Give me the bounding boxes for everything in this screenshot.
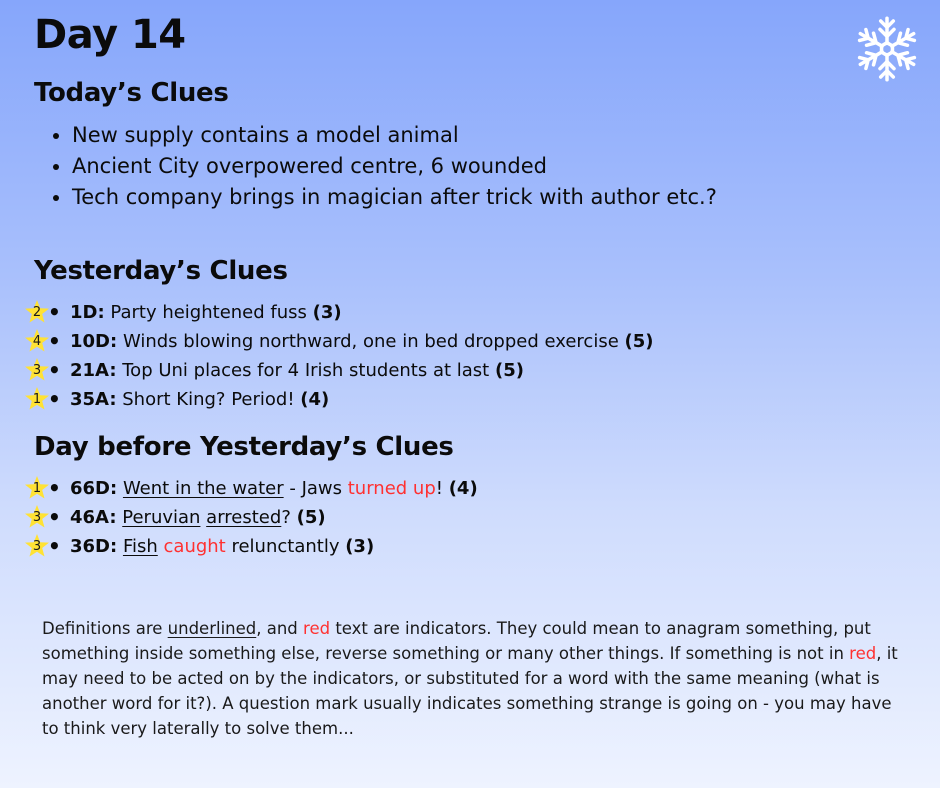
clue-definition: arrested bbox=[206, 507, 282, 528]
clue-length: (3) bbox=[345, 536, 375, 557]
clue-text: - Jaws bbox=[283, 478, 348, 499]
clue-item: 1 • 66D: Went in the water - Jaws turned up! (4) bbox=[48, 474, 478, 503]
red-example: red bbox=[303, 619, 331, 638]
clue-definition: Peruvian bbox=[122, 507, 201, 528]
yesterday-clue-list bbox=[32, 298, 654, 414]
clue-item: 3 • 21A: Top Uni places for 4 Irish students at last (5) bbox=[48, 356, 654, 385]
underlined-example: underlined bbox=[167, 619, 257, 638]
difficulty-star-icon bbox=[24, 328, 50, 354]
day-before-clue-list bbox=[32, 474, 478, 561]
clue-definition: Went in the water bbox=[122, 478, 284, 499]
clue-item: 2 • 1D: Party heightened fuss (3) bbox=[48, 298, 654, 327]
difficulty-star-icon bbox=[24, 475, 50, 501]
clue-id: 35A: bbox=[70, 389, 117, 410]
clue-text: relunctantly bbox=[225, 536, 346, 557]
difficulty-star-icon bbox=[24, 533, 50, 559]
difficulty-rating: 3 bbox=[32, 363, 42, 378]
today-clue: • Tech company brings in magician after trick with author etc.? bbox=[72, 182, 717, 213]
clue-item: 3 • 46A: Peruvian arrested? (5) bbox=[48, 503, 478, 532]
day-before-heading: Day before Yesterday’s Clues bbox=[34, 432, 454, 462]
clue-text: Top Uni places for 4 Irish students at last bbox=[122, 360, 490, 381]
yesterday-heading: Yesterday’s Clues bbox=[34, 256, 288, 286]
clue-length: (5) bbox=[494, 360, 524, 381]
red-example: red bbox=[849, 644, 877, 663]
difficulty-star-icon bbox=[24, 357, 50, 383]
today-clue: • New supply contains a model animal bbox=[72, 120, 717, 151]
clue-length: (5) bbox=[296, 507, 326, 528]
clue-id: 66D: bbox=[70, 478, 118, 499]
clue-id: 10D: bbox=[70, 331, 118, 352]
difficulty-rating: 4 bbox=[32, 334, 42, 349]
clue-id: 46A: bbox=[70, 507, 117, 528]
today-clue-list bbox=[44, 120, 717, 213]
clue-item: 3 • 36D: Fish caught relunctantly (3) bbox=[48, 532, 478, 561]
clue-item: 1 • 35A: Short King? Period! (4) bbox=[48, 385, 654, 414]
difficulty-rating: 3 bbox=[32, 539, 42, 554]
difficulty-rating: 1 bbox=[32, 392, 42, 407]
clue-id: 21A: bbox=[70, 360, 117, 381]
clue-text: ? bbox=[281, 507, 297, 528]
clue-item: 4 • 10D: Winds blowing northward, one in bed dropped exercise (5) bbox=[48, 327, 654, 356]
clue-length: (5) bbox=[624, 331, 654, 352]
difficulty-rating: 1 bbox=[32, 481, 42, 496]
clue-indicator: turned up bbox=[347, 478, 436, 499]
today-clue: • Ancient City overpowered centre, 6 wounded bbox=[72, 151, 717, 182]
clue-text: Party heightened fuss bbox=[110, 302, 307, 323]
clue-text: Winds blowing northward, one in bed dropped exercise bbox=[122, 331, 619, 352]
clue-text: Short King? Period! bbox=[122, 389, 295, 410]
clue-id: 1D: bbox=[70, 302, 105, 323]
snowflake-icon bbox=[852, 12, 922, 86]
clue-text: ! bbox=[435, 478, 449, 499]
difficulty-star-icon bbox=[24, 386, 50, 412]
clue-indicator: caught bbox=[163, 536, 226, 557]
difficulty-star-icon bbox=[24, 504, 50, 530]
clue-id: 36D: bbox=[70, 536, 118, 557]
day-title: Day 14 bbox=[34, 12, 186, 58]
explanation-note: Definitions are underlined, and red text are indicators. They could mean to anagram something, put something inside something else, reverse something or many other things. If something is not in red, it may need to be acted on by the indicators, or substituted for a word with the same meaning (what is another word for it?). A question mark usually indicates something strange is going on - you may have to think very laterally to solve them... bbox=[42, 619, 898, 738]
clue-length: (4) bbox=[300, 389, 330, 410]
difficulty-star-icon bbox=[24, 299, 50, 325]
today-heading: Today’s Clues bbox=[34, 78, 229, 108]
clue-definition: Fish bbox=[122, 536, 158, 557]
difficulty-rating: 3 bbox=[32, 510, 42, 525]
clue-length: (4) bbox=[448, 478, 478, 499]
clue-length: (3) bbox=[312, 302, 342, 323]
difficulty-rating: 2 bbox=[32, 305, 42, 320]
